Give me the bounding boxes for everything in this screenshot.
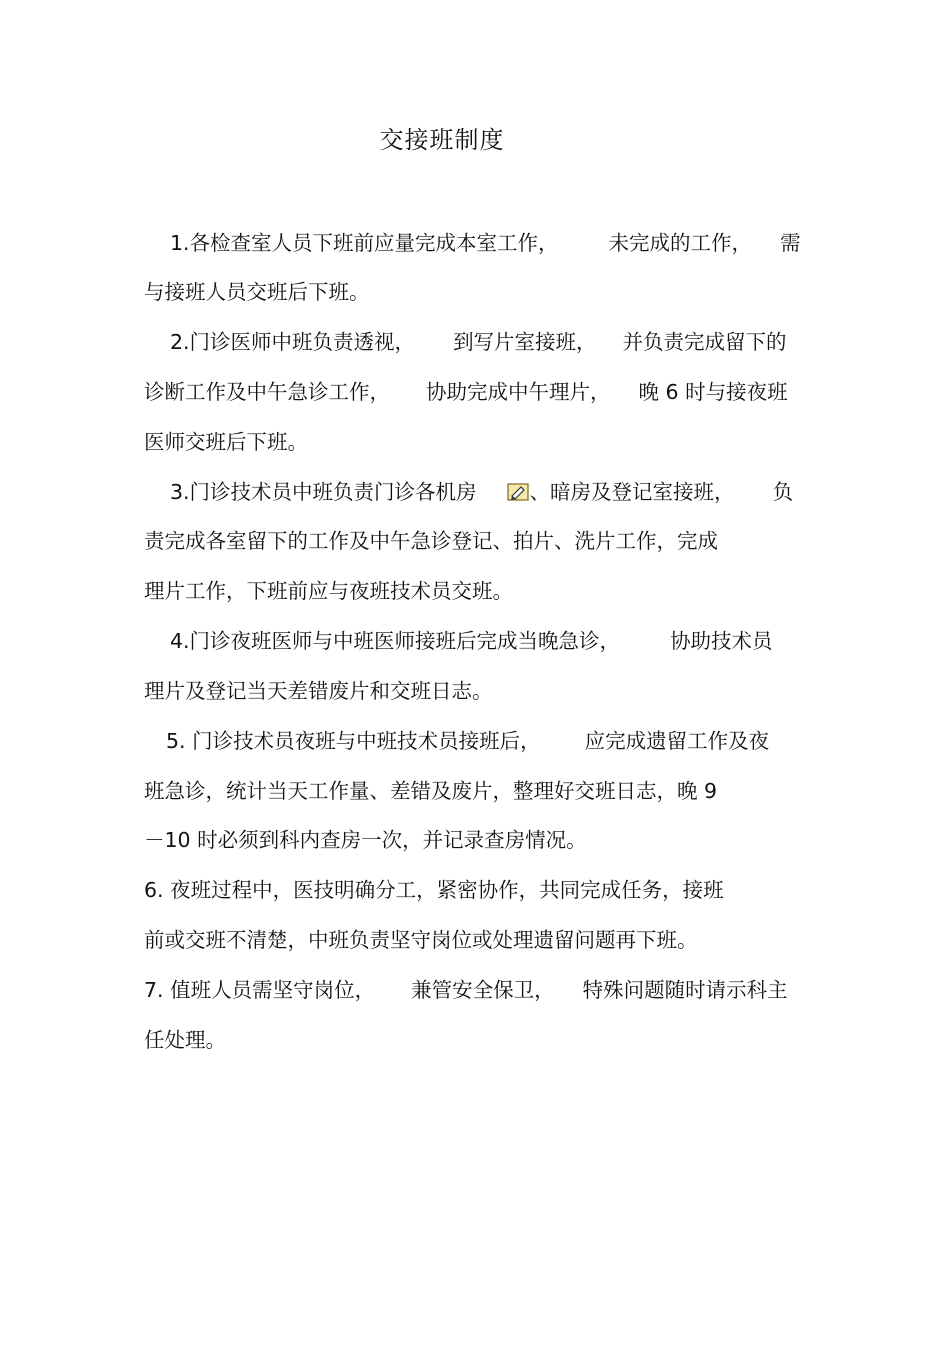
text-segment: 1.各检查室人员下班前应量完成本室工作， [170,231,559,255]
text-segment: 3.门诊技术员中班负责门诊各机房 [170,480,477,504]
pencil-note-icon [507,479,529,497]
text-line [144,825,587,855]
text-segment: －10 时必须到科内查房一次，并记录查房情况。 [144,828,587,852]
document-title: 交接班制度 [379,126,505,154]
text-line [170,228,801,258]
text-line [166,726,769,756]
text-segment: 协助完成中午理片， [426,380,611,404]
text-segment: 特殊问题随时请示科主 [582,978,788,1002]
text-segment: 医师交班后下班。 [144,430,308,454]
text-line [170,327,787,357]
text-segment: 前或交班不清楚，中班负责坚守岗位或处理遗留问题再下班。 [144,928,698,952]
text-line [170,477,793,507]
text-line [144,526,718,556]
text-line [144,676,493,706]
text-line [144,427,308,457]
text-segment: 需 [780,231,801,255]
text-segment: 5. 门诊技术员夜班与中班技术员接班后， [166,729,541,753]
text-segment: 并负责完成留下的 [622,330,787,354]
text-line [144,776,717,806]
text-line [144,576,513,606]
text-segment: 理片及登记当天差错废片和交班日志。 [144,679,493,703]
text-line [144,925,698,955]
text-segment: 责完成各室留下的工作及中午急诊登记、拍片、洗片工作，完成 [144,529,718,553]
text-line [144,875,724,905]
text-segment: 负 [772,480,794,504]
text-segment: 7. 值班人员需坚守岗位， [144,978,376,1002]
text-segment: 班急诊，统计当天工作量、差错及废片，整理好交班日志，晚 9 [144,779,718,803]
text-segment: 4.门诊夜班医师与中班医师接班后完成当晚急诊， [170,629,621,653]
text-line [170,626,773,656]
text-segment: 、暗房及登记室接班， [529,480,735,504]
text-line [144,377,788,407]
text-segment: 与接班人员交班后下班。 [144,280,370,304]
text-line [144,975,788,1005]
text-segment: 兼管安全保卫， [411,978,555,1002]
text-segment: 应完成遗留工作及夜 [584,729,770,753]
text-segment: 2.门诊医师中班负责透视， [170,330,416,354]
text-segment: 晚 6 时与接夜班 [638,380,788,404]
text-segment: 到写片室接班， [453,330,597,354]
text-segment: 未完成的工作， [608,231,753,255]
text-line [144,1025,226,1055]
text-segment: 诊断工作及中午急诊工作， [144,380,390,404]
text-line [144,277,370,307]
text-segment: 6. 夜班过程中，医技明确分工，紧密协作，共同完成任务，接班 [144,878,724,902]
text-segment: 协助技术员 [670,629,773,653]
text-segment: 任处理。 [144,1028,226,1052]
text-segment: 理片工作，下班前应与夜班技术员交班。 [144,579,513,603]
